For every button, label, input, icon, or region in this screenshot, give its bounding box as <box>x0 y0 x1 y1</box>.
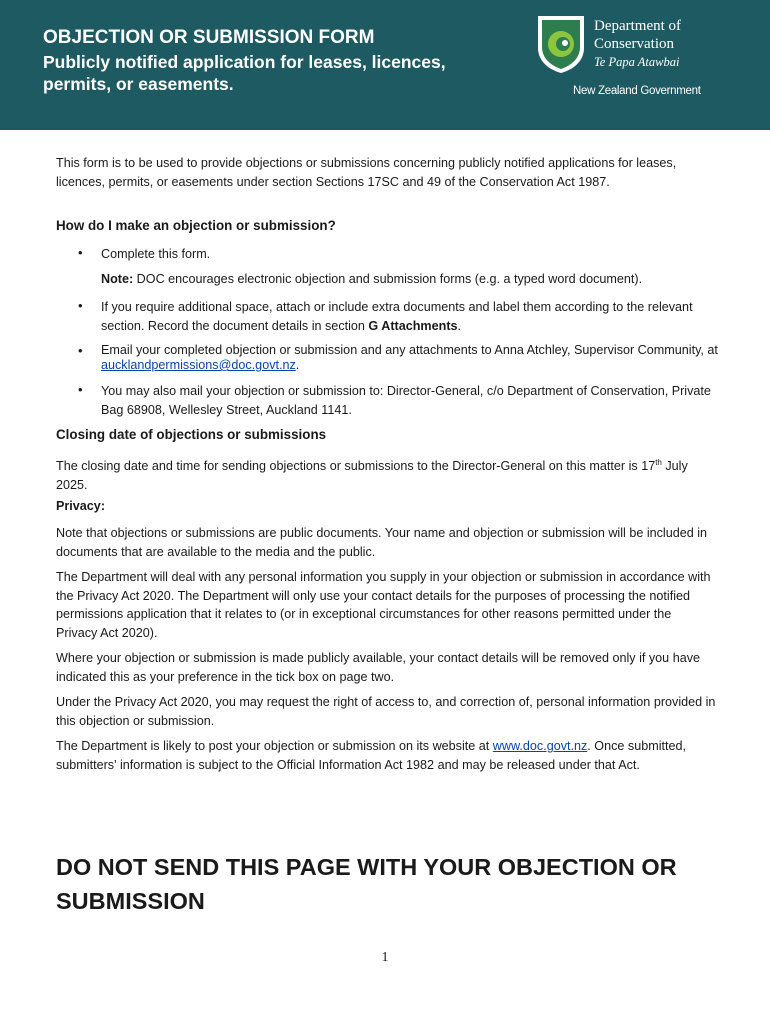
privacy-paragraph: The Department is likely to post your objection or submission on its website at www.doc.govt.nz. Once submitted, submitters' information is subject to the Official Information Act 1982 and may be released under that Act. <box>56 739 686 772</box>
privacy-paragraph: The Department will deal with any personal information you supply in your objection or submission in accordance with the Privacy Act 2020. The Department will only use your contact details for the purposes of processing the notified permissions application that it relates to (or in exceptional circumstances for other reasons permitted under the Privacy Act 2020). <box>56 570 711 640</box>
department-name: Department of Conservation <box>594 18 682 52</box>
bullet-marker: • <box>78 298 83 313</box>
privacy-heading: Privacy: <box>56 499 106 513</box>
how-heading: How do I make an objection or submission? <box>56 218 336 233</box>
bullet-email: Email your completed objection or submission and any attachments to Anna Atchley, Supervisor Community, at aucklandpermissions@doc.govt.nz. <box>101 343 718 372</box>
form-title: OBJECTION OR SUBMISSION FORM <box>43 27 375 48</box>
form-subtitle: Publicly notified application for leases, licences, permits, or easements. <box>43 52 446 94</box>
privacy-paragraph: Where your objection or submission is made publicly available, your contact details will be removed only if you have indicated this as your preference in the tick box on page two. <box>56 651 700 684</box>
header-banner <box>0 0 770 130</box>
note-line: Note: DOC encourages electronic objection and submission forms (e.g. a typed word document). <box>101 272 643 286</box>
email-link[interactable]: aucklandpermissions@doc.govt.nz <box>101 358 296 372</box>
privacy-paragraph: Note that objections or submissions are public documents. Your name and objection or submission will be included in documents that are available to the media and the public. <box>56 526 708 559</box>
intro-paragraph: This form is to be used to provide objections or submissions concerning publicly notified applications for leases, licences, permits, or easements under section Sections 17SC and 49 of the Conservation Act 1987. <box>56 156 677 189</box>
bullet-mail: You may also mail your objection or submission to: Director-General, c/o Department of Conservation, Private Bag 68908, Wellesley Street, Auckland 1141. <box>101 384 711 417</box>
page-number: 1 <box>381 950 389 965</box>
nz-government-logo: New Zealand Government <box>573 85 701 97</box>
bullet-additional-space: If you require additional space, attach or include extra documents and label them according to the relevant section. Record the document details in section G Attachments. <box>101 300 693 333</box>
privacy-paragraph: Under the Privacy Act 2020, you may request the right of access to, and correction of, personal information provided in this objection or submission. <box>56 695 716 728</box>
closing-paragraph: The closing date and time for sending objections or submissions to the Director-General on this matter is 17th July 2025. <box>56 458 688 492</box>
bullet-marker: • <box>78 343 83 358</box>
bullet-marker: • <box>78 245 83 260</box>
closing-heading: Closing date of objections or submissions <box>56 427 327 442</box>
bullet-complete-form: Complete this form. <box>101 247 211 261</box>
doc-logo-icon <box>536 14 586 74</box>
bullet-marker: • <box>78 382 83 397</box>
website-link[interactable]: www.doc.govt.nz <box>492 739 588 753</box>
department-maori-name: Te Papa Atawbai <box>594 55 680 69</box>
warning-heading: DO NOT SEND THIS PAGE WITH YOUR OBJECTION OR SUBMISSION <box>56 854 677 914</box>
